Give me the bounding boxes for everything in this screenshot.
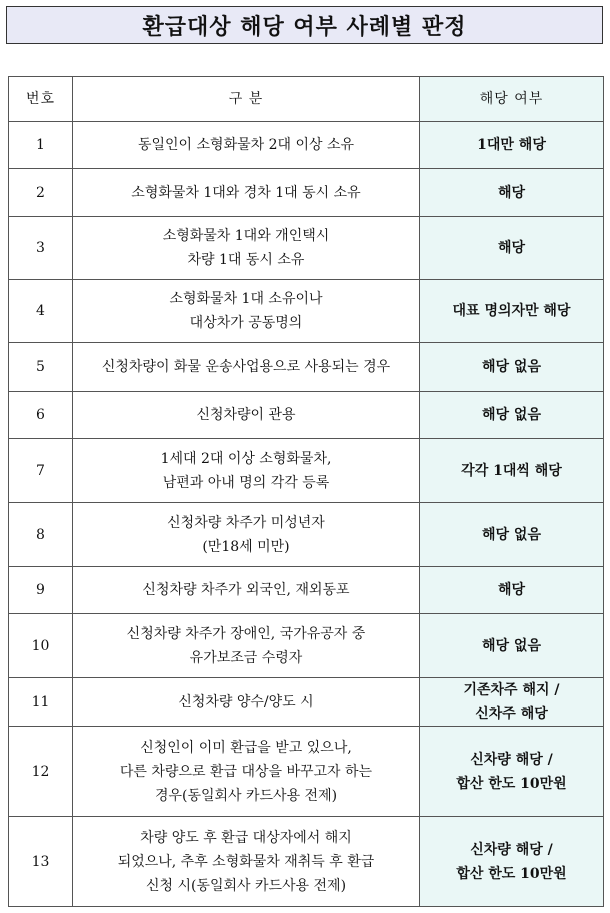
table-row <box>9 817 604 907</box>
description-line: 신청 시(동일회사 카드사용 전제) <box>145 877 347 894</box>
description-line: 신청차량이 화물 운송사업용으로 사용되는 경우 <box>101 359 391 375</box>
row-number: 3 <box>9 217 73 280</box>
table-row <box>9 122 604 169</box>
result-line: 각각 1대씩 해당 <box>461 462 562 479</box>
result-line: 해당 없음 <box>482 526 541 543</box>
row-result <box>420 817 604 907</box>
row-result <box>420 614 604 678</box>
row-result <box>420 343 604 392</box>
table-row <box>9 217 604 280</box>
row-description <box>73 727 420 817</box>
result-line: 기존차주 해지 / <box>463 682 560 698</box>
result-line: 해당 없음 <box>482 359 541 375</box>
result-line: 해당 없음 <box>482 407 541 423</box>
row-result <box>420 439 604 503</box>
table-row <box>9 439 604 503</box>
judgment-table <box>8 76 604 907</box>
description-line: (만18세 미만) <box>202 538 290 555</box>
result-line: 해당 없음 <box>482 637 541 654</box>
row-description <box>73 343 420 392</box>
row-description <box>73 817 420 907</box>
result-line: 합산 한도 10만원 <box>456 865 567 882</box>
description-line: 소형화물차 1대와 경차 1대 동시 소유 <box>131 184 361 201</box>
table-row <box>9 727 604 817</box>
description-line: 신청차량 차주가 장애인, 국가유공자 중 <box>126 625 366 642</box>
page-title-text: 환급대상 해당 여부 사례별 판정 <box>142 14 467 40</box>
row-number: 4 <box>9 280 73 343</box>
description-line: 신청인이 이미 환급을 받고 있으나, <box>140 739 352 756</box>
result-line: 대표 명의자만 해당 <box>452 303 571 319</box>
description-line: 다른 차량으로 환급 대상을 바꾸고자 하는 <box>119 763 373 780</box>
description-line: 신청차량 양수/양도 시 <box>178 694 314 710</box>
table-row <box>9 169 604 217</box>
row-description <box>73 280 420 343</box>
row-result <box>420 503 604 567</box>
row-description <box>73 503 420 567</box>
result-line: 1대만 해당 <box>477 137 546 153</box>
table-row <box>9 567 604 614</box>
row-number: 12 <box>9 727 73 817</box>
result-line: 해당 <box>497 184 526 201</box>
table-row <box>9 614 604 678</box>
row-description <box>73 392 420 439</box>
row-number: 1 <box>9 122 73 169</box>
description-line: 1세대 2대 이상 소형화물차, <box>160 450 332 467</box>
row-description <box>73 122 420 169</box>
row-result <box>420 280 604 343</box>
description-line: 신청차량 차주가 외국인, 재외동포 <box>142 582 350 598</box>
row-result <box>420 727 604 817</box>
row-result <box>420 392 604 439</box>
table-row <box>9 280 604 343</box>
row-description <box>73 678 420 727</box>
row-number: 10 <box>9 614 73 678</box>
page-title <box>6 6 603 44</box>
row-number: 2 <box>9 169 73 217</box>
row-number: 9 <box>9 567 73 614</box>
row-result <box>420 169 604 217</box>
description-line: 신청차량이 관용 <box>196 407 296 423</box>
row-description <box>73 439 420 503</box>
description-line: 유가보조금 수령자 <box>189 649 303 666</box>
row-number: 5 <box>9 343 73 392</box>
description-line: 소형화물차 1대 소유이나 <box>169 291 323 307</box>
description-line: 대상차가 공동명의 <box>189 315 303 331</box>
row-description <box>73 169 420 217</box>
row-number: 7 <box>9 439 73 503</box>
result-line: 해당 <box>497 240 526 256</box>
header-number: 번호 <box>9 77 73 122</box>
row-result <box>420 217 604 280</box>
description-line: 동일인이 소형화물차 2대 이상 소유 <box>137 137 355 153</box>
table-row <box>9 678 604 727</box>
result-line: 신차량 해당 / <box>470 841 553 858</box>
table-header-row <box>9 77 604 122</box>
row-number: 13 <box>9 817 73 907</box>
row-number: 11 <box>9 678 73 727</box>
result-line: 해당 <box>497 582 526 598</box>
result-line: 합산 한도 10만원 <box>456 775 567 792</box>
description-line: 소형화물차 1대와 개인택시 <box>162 228 330 244</box>
row-result <box>420 122 604 169</box>
row-result <box>420 678 604 727</box>
table-row <box>9 503 604 567</box>
description-line: 차량 1대 동시 소유 <box>187 252 305 268</box>
description-line: 차량 양도 후 환급 대상자에서 해지 <box>140 829 352 846</box>
header-category: 구 분 <box>73 77 420 122</box>
header-result: 해당 여부 <box>420 77 604 122</box>
row-description <box>73 217 420 280</box>
description-line: 신청차량 차주가 미성년자 <box>167 514 325 531</box>
row-description <box>73 614 420 678</box>
table-row <box>9 343 604 392</box>
row-description <box>73 567 420 614</box>
row-number: 6 <box>9 392 73 439</box>
result-line: 신차주 해당 <box>475 706 548 722</box>
description-line: 경우(동일회사 카드사용 전제) <box>154 787 338 804</box>
result-line: 신차량 해당 / <box>470 751 553 768</box>
description-line: 되었으나, 추후 소형화물차 재취득 후 환급 <box>117 853 375 870</box>
description-line: 남편과 아내 명의 각각 등록 <box>162 474 330 491</box>
table-row <box>9 392 604 439</box>
row-number: 8 <box>9 503 73 567</box>
row-result <box>420 567 604 614</box>
